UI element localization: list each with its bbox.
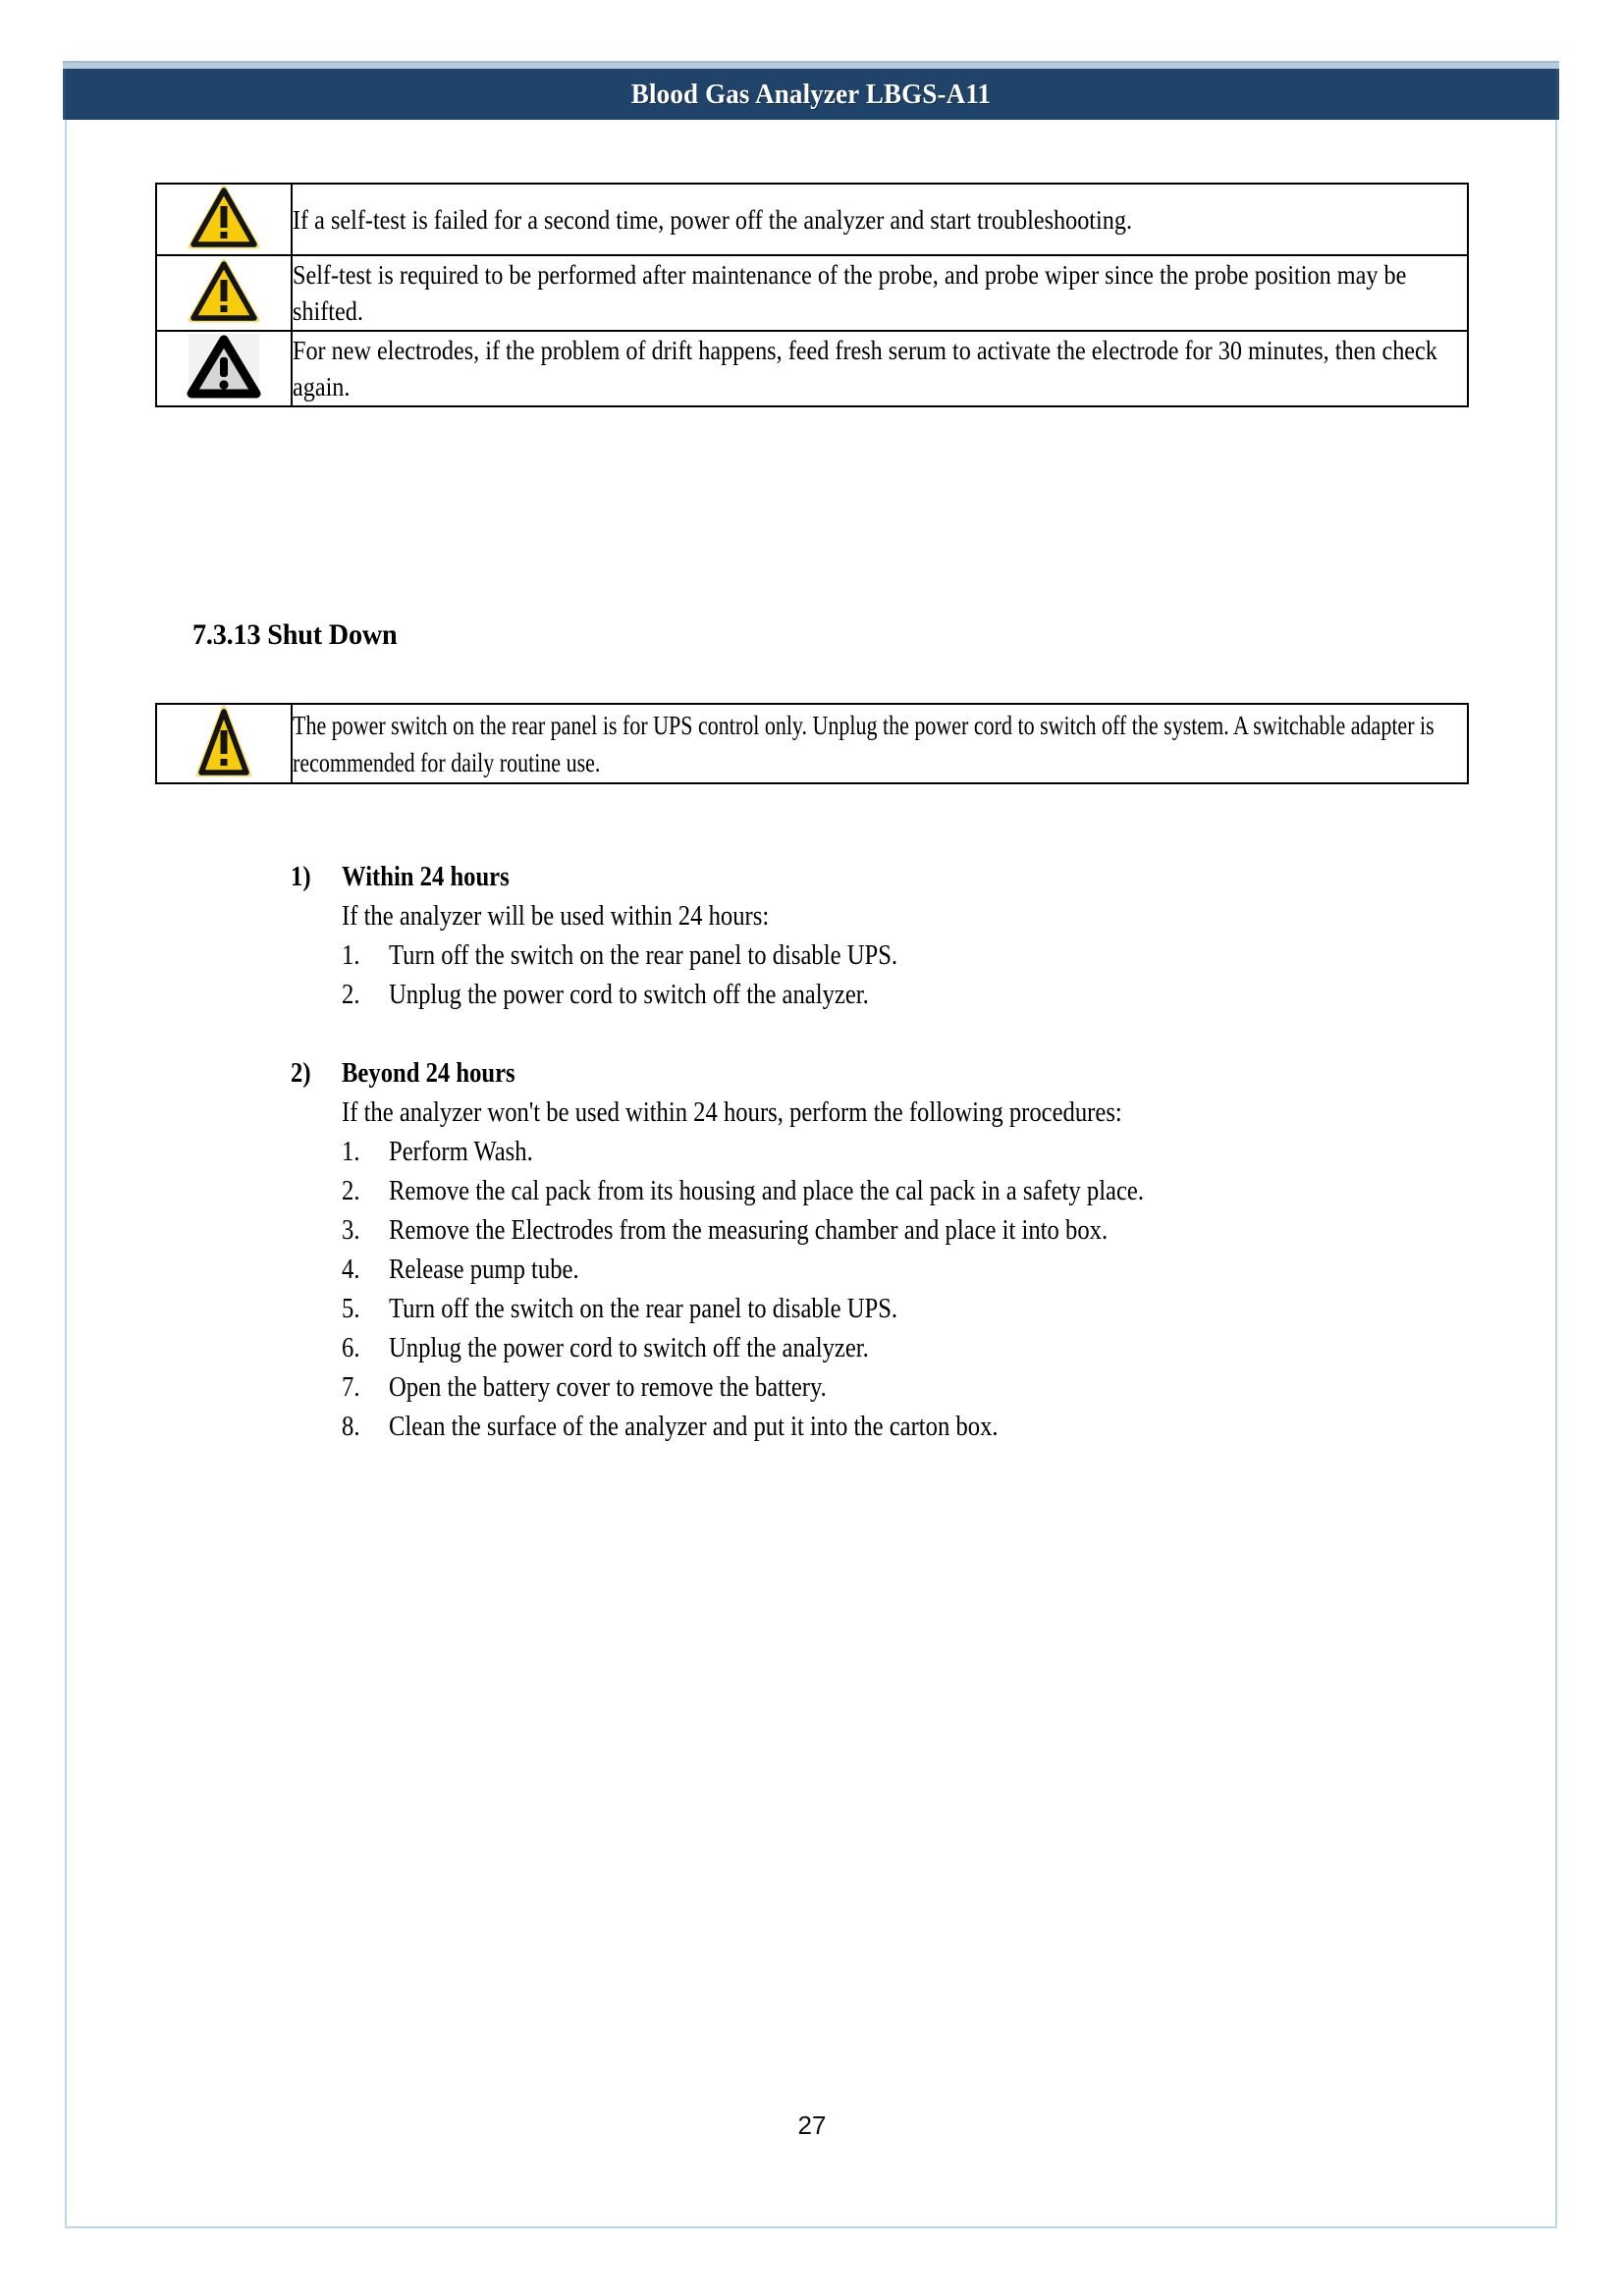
procedure-title: Within 24 hours (342, 862, 510, 892)
list-item (342, 1329, 1439, 1368)
list-item (342, 1172, 1439, 1211)
procedure-steps (342, 936, 1469, 1015)
step-text: Turn off the switch on the rear panel to disable UPS. (389, 1294, 898, 1325)
procedure-marker: 1) (291, 862, 311, 892)
step-marker: 1. (342, 940, 360, 972)
step-marker: 8. (342, 1412, 360, 1443)
list-item (342, 1251, 1439, 1290)
procedure-block-within-24-hours (291, 858, 1469, 1015)
step-text: Remove the cal pack from its housing and place the cal pack in a safety place. (389, 1176, 1145, 1207)
warning-text: The power switch on the rear panel is for UPS control only. Unplug the power cord to switch off the system. A switchable adapter is recommended for daily routine use. (293, 710, 1435, 777)
list-item (342, 1408, 1439, 1447)
list-item (342, 1368, 1439, 1408)
list-item (342, 1133, 1439, 1172)
page-number: 27 (797, 2110, 827, 2140)
warning-text-cell (292, 704, 1468, 783)
warning-text: Self-test is required to be performed after maintenance of the probe, and probe wiper since the probe position may be shifted. (293, 259, 1407, 327)
step-text: Unplug the power cord to switch off the analyzer. (389, 980, 869, 1011)
list-item (342, 1211, 1439, 1251)
warning-triangle-grey-icon (185, 332, 263, 405)
warning-triangle-yellow-icon (188, 258, 260, 328)
table-row (156, 255, 1468, 331)
warning-triangle-yellow-icon (188, 185, 260, 254)
table-row (156, 704, 1468, 783)
page-title: Blood Gas Analyzer LBGS-A11 (630, 78, 992, 110)
step-marker: 3. (342, 1215, 360, 1247)
step-marker: 2. (342, 980, 360, 1011)
step-text: Release pump tube. (389, 1255, 579, 1286)
step-marker: 1. (342, 1137, 360, 1168)
warning-table-top (155, 183, 1469, 407)
step-marker: 4. (342, 1255, 360, 1286)
step-text: Open the battery cover to remove the battery. (389, 1372, 827, 1404)
step-text: Perform Wash. (389, 1137, 533, 1168)
warning-triangle-yellow-icon (195, 705, 252, 782)
procedure-marker: 2) (291, 1058, 311, 1089)
step-marker: 5. (342, 1294, 360, 1325)
procedure-intro: If the analyzer will be used within 24 hours: (342, 901, 770, 933)
section-heading: 7.3.13 Shut Down (192, 618, 398, 651)
procedure-title-row (291, 1054, 1439, 1094)
warning-icon-cell (156, 255, 292, 331)
procedure-title: Beyond 24 hours (342, 1058, 515, 1089)
warning-text-cell (292, 331, 1468, 406)
procedure-steps (342, 1133, 1439, 1447)
step-marker: 7. (342, 1372, 360, 1404)
step-text: Turn off the switch on the rear panel to disable UPS. (389, 940, 898, 972)
warning-icon-cell (156, 704, 292, 783)
warning-text: If a self-test is failed for a second time, power off the analyzer and start troubleshooting. (293, 203, 1133, 235)
warning-text: For new electrodes, if the problem of drift happens, feed fresh serum to activate the electrode for 30 minutes, then check again. (293, 334, 1437, 402)
procedure-title-row (291, 858, 1469, 897)
table-row (156, 184, 1468, 255)
list-item (342, 1290, 1439, 1329)
procedure-intro: If the analyzer won't be used within 24 hours, perform the following procedures: (342, 1097, 1122, 1129)
list-item (342, 936, 1469, 976)
warning-icon-cell (156, 184, 292, 255)
document-header-bar (63, 69, 1559, 120)
warning-text-cell (292, 255, 1468, 331)
procedure-block-beyond-24-hours (291, 1054, 1439, 1447)
warning-text-cell (292, 184, 1468, 255)
step-text: Clean the surface of the analyzer and put it into the carton box. (389, 1412, 999, 1443)
warning-table-shutdown (155, 703, 1469, 784)
step-text: Remove the Electrodes from the measuring chamber and place it into box. (389, 1215, 1109, 1247)
step-text: Unplug the power cord to switch off the analyzer. (389, 1333, 869, 1364)
warning-icon-cell (156, 331, 292, 406)
list-item (342, 976, 1469, 1015)
step-marker: 2. (342, 1176, 360, 1207)
table-row (156, 331, 1468, 406)
step-marker: 6. (342, 1333, 360, 1364)
